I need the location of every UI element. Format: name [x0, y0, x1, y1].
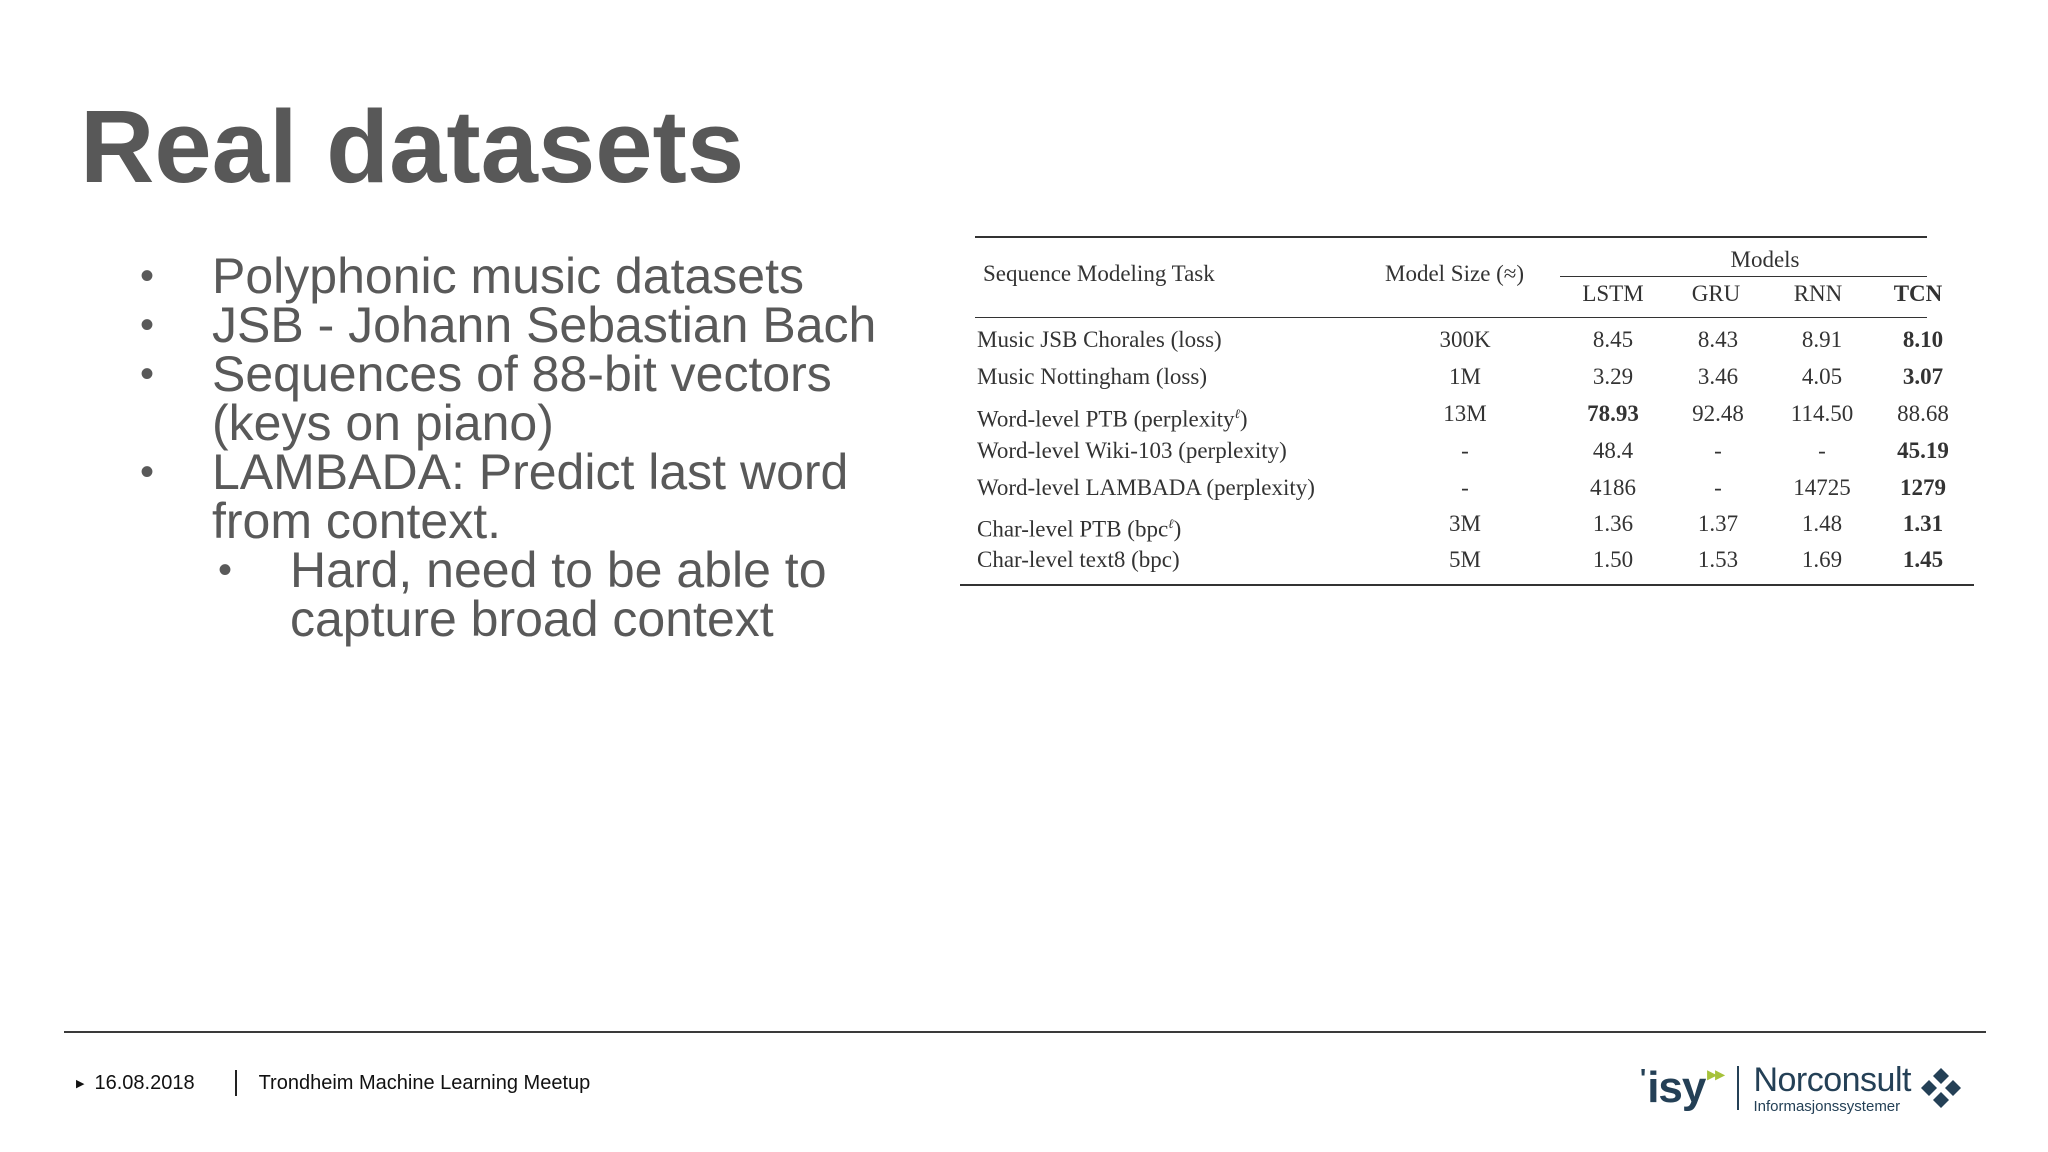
bullet-dot-icon: •	[140, 352, 155, 396]
lstm-cell: 3.29	[1592, 364, 1634, 389]
header-lstm: LSTM	[1582, 281, 1644, 306]
bullet-item	[140, 248, 920, 304]
task-label: Music JSB Chorales (loss)	[977, 327, 1222, 352]
header-task: Sequence Modeling Task	[983, 261, 1215, 286]
task-label: Music Nottingham (loss)	[977, 364, 1207, 389]
triangle-icon: ▶	[76, 1077, 85, 1090]
tcn-cell: 45.19	[1897, 438, 1949, 463]
footer-separator	[235, 1070, 237, 1096]
bullet-text: Hard, need to be able to capture broad context	[290, 542, 827, 647]
rnn-cell: 114.50	[1790, 401, 1854, 426]
task-label: Char-level PTB (bpc	[977, 516, 1169, 542]
rnn-cell: 4.05	[1801, 364, 1843, 389]
green-arrows-icon: ▸▸	[1707, 1063, 1724, 1084]
lstm-cell: 48.4	[1592, 438, 1634, 463]
task-label: Char-level text8 (bpc)	[977, 547, 1180, 572]
bullet-item	[140, 297, 920, 353]
isy-logo	[1640, 1063, 1723, 1113]
gru-cell: -	[1714, 475, 1722, 500]
gru-cell: -	[1714, 438, 1722, 463]
isy-tick-icon: '	[1640, 1062, 1646, 1093]
task-cell	[977, 512, 1181, 542]
task-cell	[977, 439, 1287, 463]
gru-cell: 1.37	[1697, 511, 1739, 536]
gru-cell: 8.43	[1697, 327, 1739, 352]
task-cell	[977, 548, 1180, 572]
rnn-cell: 1.69	[1801, 547, 1843, 572]
norconsult-wordmark	[1753, 1060, 1911, 1115]
size-cell: -	[1461, 475, 1469, 500]
bullet-text: JSB - Johann Sebastian Bach	[212, 297, 877, 353]
task-cell	[977, 402, 1248, 432]
slide-title: Real datasets	[80, 89, 745, 204]
company-logo	[1640, 1058, 1963, 1118]
task-label: Word-level PTB (perplexity	[977, 406, 1235, 432]
gru-cell: 92.48	[1692, 401, 1744, 426]
table-top-rule	[975, 236, 1927, 238]
table-bottom-rule	[960, 584, 1974, 586]
footer-divider	[64, 1031, 1986, 1033]
task-cell	[977, 328, 1222, 352]
logo-separator	[1737, 1066, 1739, 1110]
gru-cell: 1.53	[1697, 547, 1739, 572]
header-tcn: TCN	[1893, 281, 1943, 306]
bullet-text: LAMBADA: Predict last word from context.	[212, 444, 849, 549]
isy-wordmark: isy	[1647, 1063, 1706, 1112]
bullet-text: Polyphonic music datasets	[212, 248, 804, 304]
footer-event: Trondheim Machine Learning Meetup	[258, 1071, 591, 1094]
tcn-cell: 1279	[1900, 475, 1946, 500]
header-models: Models	[1730, 247, 1800, 272]
footer-date: 16.08.2018	[94, 1071, 195, 1094]
task-superscript: ℓ	[1234, 406, 1240, 421]
models-rule	[1560, 276, 1927, 277]
task-label-end: )	[1173, 516, 1182, 542]
bullet-dot-icon: •	[218, 548, 233, 592]
rnn-cell: 8.91	[1801, 327, 1843, 352]
sub-bullet-item	[218, 542, 920, 647]
size-cell: 5M	[1449, 547, 1481, 572]
task-superscript: ℓ	[1168, 516, 1174, 531]
results-table	[960, 234, 1974, 588]
header-size: Model Size (≈)	[1385, 261, 1525, 286]
bullet-dot-icon: •	[140, 254, 155, 298]
size-cell: -	[1461, 438, 1469, 463]
norconsult-diamonds-icon	[1919, 1066, 1963, 1110]
lstm-cell: 78.93	[1587, 401, 1639, 426]
header-rule	[975, 317, 1927, 318]
task-label: Word-level LAMBADA (perplexity)	[977, 475, 1315, 500]
task-label-end: )	[1239, 406, 1248, 432]
size-cell: 3M	[1449, 511, 1481, 536]
size-cell: 1M	[1449, 364, 1481, 389]
norconsult-name: Norconsult	[1753, 1060, 1911, 1099]
rnn-cell: -	[1818, 438, 1826, 463]
bullet-dot-icon: •	[140, 303, 155, 347]
tcn-cell: 1.31	[1902, 511, 1944, 536]
task-cell	[977, 365, 1207, 389]
norconsult-division: Informasjonssystemer	[1753, 1097, 1901, 1115]
lstm-cell: 1.50	[1592, 547, 1634, 572]
lstm-cell: 8.45	[1592, 327, 1634, 352]
footer	[76, 1070, 590, 1096]
tcn-cell: 3.07	[1902, 364, 1944, 389]
gru-cell: 3.46	[1697, 364, 1739, 389]
bullet-item	[140, 346, 920, 451]
bullet-dot-icon: •	[140, 450, 155, 494]
bullet-list	[140, 248, 920, 647]
tcn-cell: 1.45	[1902, 547, 1944, 572]
task-cell	[977, 476, 1315, 500]
size-cell: 13M	[1443, 401, 1487, 426]
rnn-cell: 1.48	[1801, 511, 1843, 536]
bullet-text: Sequences of 88-bit vectors (keys on piano)	[212, 346, 832, 451]
lstm-cell: 4186	[1590, 475, 1636, 500]
tcn-cell: 8.10	[1902, 327, 1944, 352]
rnn-cell: 14725	[1793, 475, 1851, 500]
task-label: Word-level Wiki-103 (perplexity)	[977, 438, 1287, 463]
header-gru: GRU	[1691, 281, 1741, 306]
header-rnn: RNN	[1793, 281, 1843, 306]
tcn-cell: 88.68	[1897, 401, 1949, 426]
lstm-cell: 1.36	[1592, 511, 1634, 536]
size-cell: 300K	[1439, 327, 1491, 352]
bullet-item	[140, 444, 920, 549]
